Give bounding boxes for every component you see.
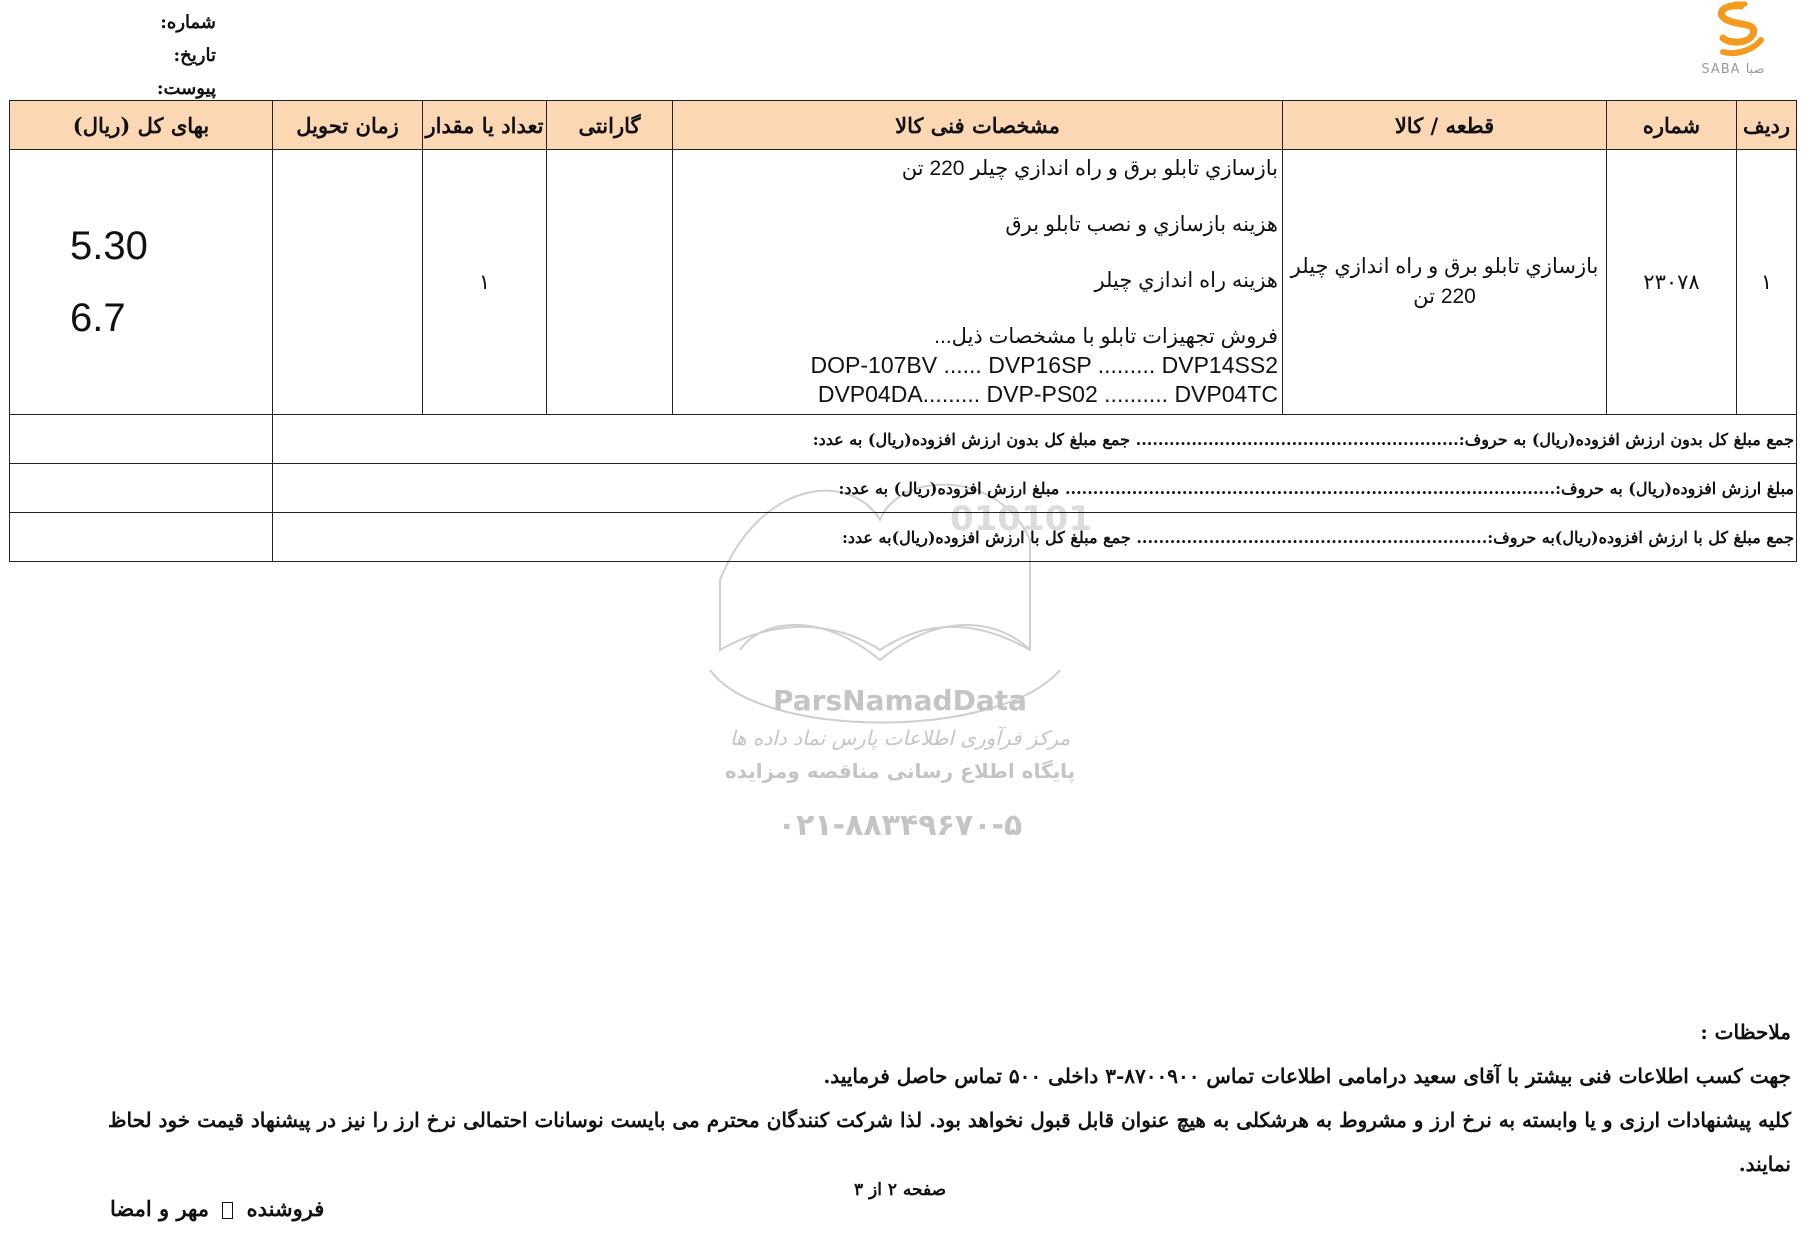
col-total-price: بهای کل (ریال) bbox=[10, 101, 273, 150]
logo-text: SABA صبا bbox=[1701, 62, 1765, 77]
cell-row-no: ۱ bbox=[1737, 150, 1797, 415]
cell-specs bbox=[673, 150, 1283, 415]
notes-line: جهت کسب اطلاعات فنی بیشتر با آقای سعید درامامی اطلاعات تماس ۸۷۰۰۹۰۰-۳ داخلی ۵۰۰ تماس حاصل فرمایید. bbox=[823, 1064, 1791, 1088]
cell-delivery bbox=[273, 150, 423, 415]
cell-number: ۲۳۰۷۸ bbox=[1607, 150, 1737, 415]
attachment-label: پیوست: bbox=[156, 78, 216, 99]
table-header-row bbox=[10, 101, 1797, 150]
spec-line: فروش تجهيزات تابلو با مشخصات ذيل... bbox=[934, 325, 1278, 348]
document-meta bbox=[136, 6, 216, 105]
cell-part: بازسازي تابلو برق و راه اندازي چيلر 220 تن bbox=[1283, 150, 1607, 415]
col-quantity: تعداد یا مقدار bbox=[423, 101, 547, 150]
spec-codes: DOP-107BV ...... DVP16SP ......... DVP14SS2 bbox=[810, 352, 1278, 378]
col-specs: مشخصات فنی کالا bbox=[673, 101, 1283, 150]
col-delivery: زمان تحویل bbox=[273, 101, 423, 150]
price-line: 6.7 bbox=[70, 296, 126, 340]
sum-row-with-vat bbox=[10, 513, 1797, 562]
page-number: صفحه ۲ از ۳ bbox=[853, 1180, 947, 1200]
sum-value-cell bbox=[10, 415, 273, 464]
spec-line: بازسازي تابلو برق و راه اندازي چيلر 220 تن bbox=[901, 157, 1278, 180]
watermark-phone: ۰۲۱-۸۸۳۴۹۶۷۰-۵ bbox=[777, 808, 1023, 843]
cell-quantity: ۱ bbox=[423, 150, 547, 415]
seller-signature bbox=[110, 1196, 324, 1221]
sum-value-cell bbox=[10, 513, 273, 562]
seal-sign-label: مهر و امضا bbox=[110, 1196, 209, 1221]
watermark-brand: ParsNamadData bbox=[773, 684, 1027, 717]
sum-row-vat bbox=[10, 464, 1797, 513]
table-row bbox=[10, 150, 1797, 415]
spec-codes: DVP04DA......... DVP-PS02 .......... DVP04TC bbox=[817, 381, 1278, 407]
col-row-no: ردیف bbox=[1737, 101, 1797, 150]
watermark-digits: 010101 bbox=[950, 499, 1092, 539]
col-number: شماره bbox=[1607, 101, 1737, 150]
col-guarantee: گارانتی bbox=[547, 101, 673, 150]
spec-line: هزينه راه اندازي چيلر bbox=[1094, 269, 1278, 292]
cell-guarantee bbox=[547, 150, 673, 415]
checkbox-icon bbox=[222, 1202, 233, 1219]
seller-label: فروشنده bbox=[246, 1196, 325, 1221]
sum-text: جمع مبلغ کل بدون ارزش افزوده(ریال) به حروف:.......................................................... جمع مبلغ کل بدون ارزش افزوده(ریال) به عدد: bbox=[273, 415, 1797, 464]
notes-line: کلیه پیشنهادات ارزی و یا وابسته به نرخ ارز و مشروط به هرشکلی به هیچ عنوان قابل قبول نخواهد بود. لذا شرکت کنندگان محترم می بایست نوسانات احتمالی نرخ ارز را نیز در پیشنهاد قیمت خود لحاظ نمایند. bbox=[107, 1108, 1791, 1176]
notes-title: ملاحظات : bbox=[1700, 1020, 1791, 1044]
price-line: 5.30 bbox=[70, 224, 148, 268]
items-table bbox=[9, 100, 1797, 562]
sum-text: جمع مبلغ کل با ارزش افزوده(ریال)به حروف:............................................................... جمع مبلغ کل با ارزش افزوده(ریال)به عدد: bbox=[273, 513, 1797, 562]
number-label: شماره: bbox=[160, 12, 216, 33]
sum-value-cell bbox=[10, 464, 273, 513]
sum-text: مبلغ ارزش افزوده(ریال) به حروف:........................................................................................ مبلغ ارزش افزوده(ریال) به عدد: bbox=[273, 464, 1797, 513]
col-part: قطعه / کالا bbox=[1283, 101, 1607, 150]
sum-row-without-vat bbox=[10, 415, 1797, 464]
spec-line: هزينه بازسازي و نصب تابلو برق bbox=[1005, 213, 1278, 236]
watermark-line1: مرکز فرآوری اطلاعات پارس نماد داده ها bbox=[729, 726, 1071, 750]
watermark-line2: پایگاه اطلاع رسانی مناقصه ومزایده bbox=[724, 759, 1076, 783]
date-label: تاریخ: bbox=[173, 45, 216, 66]
cell-total-price bbox=[10, 150, 273, 415]
notes-section bbox=[91, 1010, 1791, 1186]
